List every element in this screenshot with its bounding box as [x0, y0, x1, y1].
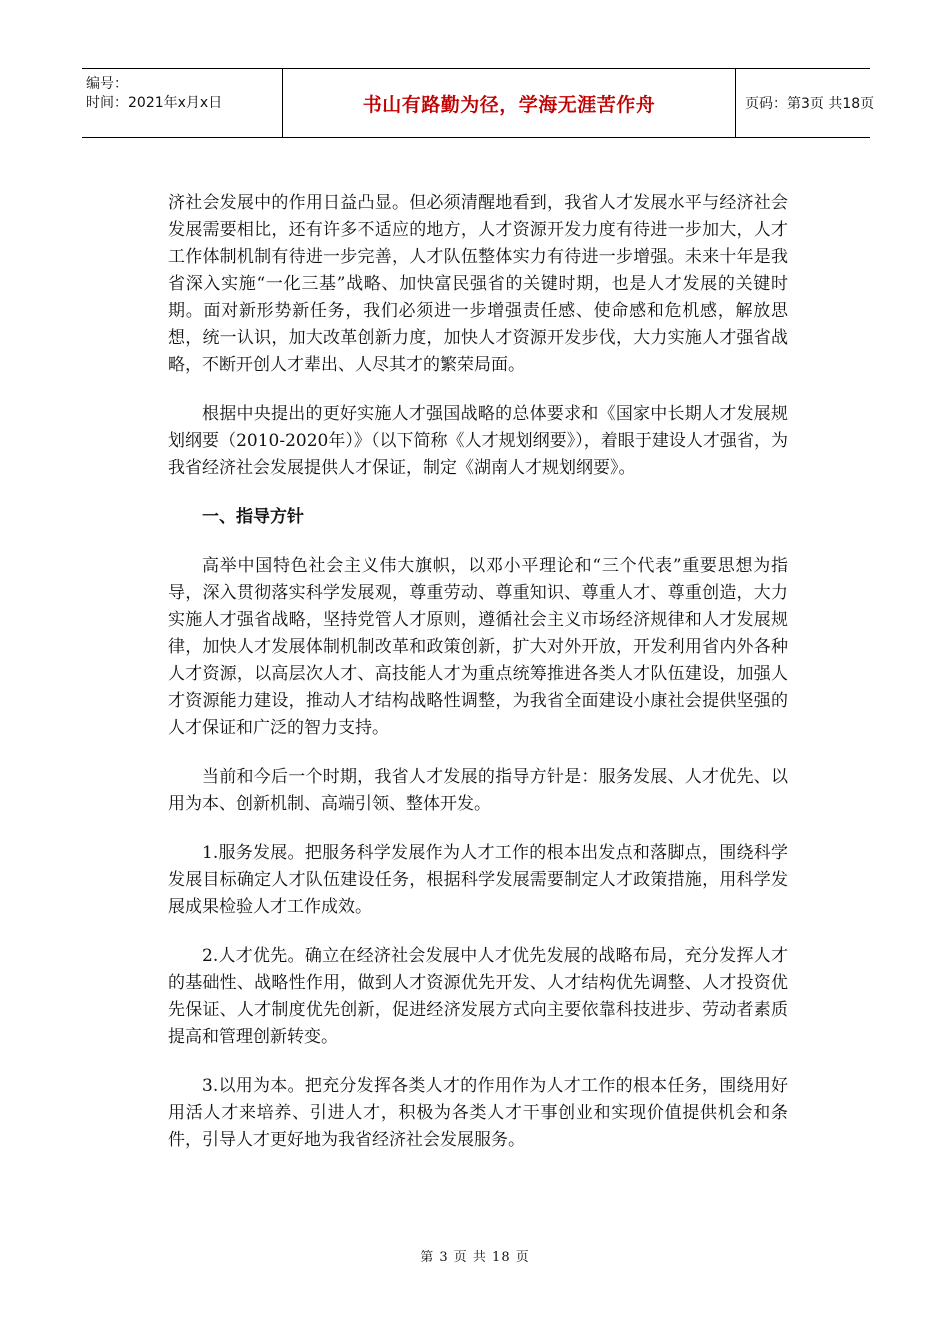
- page-footer: 第 3 页 共 18 页: [420, 1250, 530, 1265]
- paragraph: 当前和今后一个时期，我省人才发展的指导方针是：服务发展、人才优先、以用为本、创新机制、高端引领、整体开发。: [168, 767, 788, 814]
- paragraph: 济社会发展中的作用日益凸显。但必须清醒地看到，我省人才发展水平与经济社会发展需要相比，还有许多不适应的地方，人才资源开发力度有待进一步加大，人才工作体制机制有待进一步完善，人才队伍整体实力有待进一步增强。未来十年是我省深入实施“一化三基”战略、加快富民强省的关键时期，也是人才发展的关键时期。面对新形势新任务，我们必须进一步增强责任感、使命感和危机感，解放思想，统一认识，加大改革创新力度，加快人才资源开发步伐，大力实施人才强省战略，不断开创人才辈出、人尽其才的繁荣局面。: [168, 193, 788, 375]
- paragraph: 根据中央提出的更好实施人才强国战略的总体要求和《国家中长期人才发展规划纲要（2010-2020年）》（以下简称《人才规划纲要》），着眼于建设人才强省，为我省经济社会发展提供人才保证，制定《湖南人才规划纲要》。: [168, 404, 788, 478]
- header-page-cell: [735, 69, 875, 137]
- section-heading: 一、指导方针: [202, 507, 304, 527]
- header-meta-cell: [82, 69, 282, 137]
- paragraph: 高举中国特色社会主义伟大旗帜，以邓小平理论和“三个代表”重要思想为指导，深入贯彻落实科学发展观，尊重劳动、尊重知识、尊重人才、尊重创造，大力实施人才强省战略，坚持党管人才原则，遵循社会主义市场经济规律和人才发展规律，加快人才发展体制机制改革和政策创新，扩大对外开放，开发利用省内外各种人才资源，以高层次人才、高技能人才为重点统筹推进各类人才队伍建设，加强人才资源能力建设，推动人才结构战略性调整，为我省全面建设小康社会提供坚强的人才保证和广泛的智力支持。: [168, 556, 788, 738]
- document-date-label: 时间：2021年x月x日: [86, 95, 223, 111]
- header-page-number: 页码：第3页 共18页: [745, 96, 875, 112]
- header-motto-cell: [282, 69, 736, 137]
- page-header: [82, 68, 875, 138]
- header-motto: 书山有路勤为径，学海无涯苦作舟: [362, 93, 656, 116]
- paragraph: 3.以用为本。把充分发挥各类人才的作用作为人才工作的根本任务，围绕用好用活人才来培养、引进人才，积极为各类人才干事创业和实现价值提供机会和条件，引导人才更好地为我省经济社会发展服务。: [168, 1076, 788, 1150]
- paragraph: 2.人才优先。确立在经济社会发展中人才优先发展的战略布局，充分发挥人才的基础性、战略性作用，做到人才资源优先开发、人才结构优先调整、人才投资优先保证、人才制度优先创新，促进经济发展方式向主要依靠科技进步、劳动者素质提高和管理创新转变。: [168, 946, 788, 1047]
- document-number-label: 编号：: [86, 76, 128, 92]
- paragraph: 1.服务发展。把服务科学发展作为人才工作的根本出发点和落脚点，围绕科学发展目标确定人才队伍建设任务，根据科学发展需要制定人才政策措施，用科学发展成果检验人才工作成效。: [168, 843, 788, 917]
- document-body: [168, 190, 788, 1154]
